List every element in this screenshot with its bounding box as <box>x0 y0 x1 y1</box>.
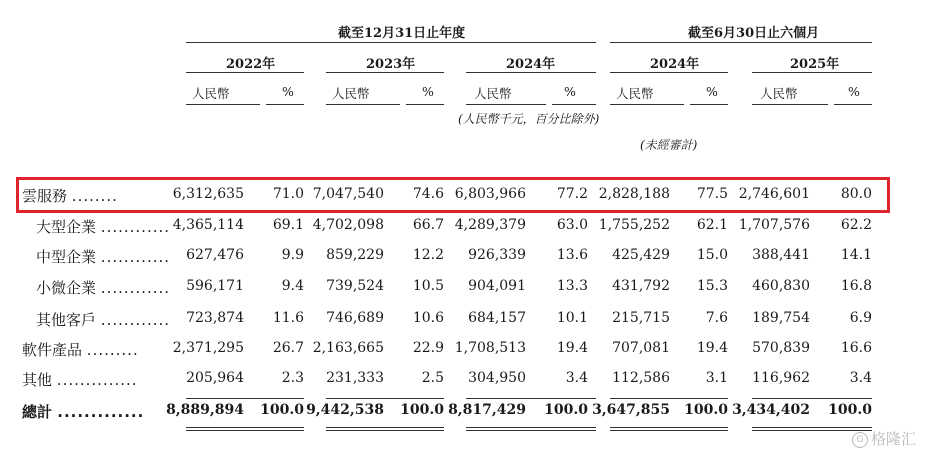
amount-cell: 8,817,429 <box>448 402 526 418</box>
amount-cell: 3,434,402 <box>732 402 810 418</box>
double-underline <box>466 427 596 431</box>
divider <box>326 104 400 105</box>
amount-cell: 116,962 <box>752 370 810 386</box>
year-header: 2023年 <box>366 57 416 72</box>
divider <box>186 398 304 399</box>
percent-cell: 7.6 <box>705 310 728 326</box>
leader-dots: ............ <box>100 218 171 236</box>
amount-cell: 4,365,114 <box>172 217 244 233</box>
amount-cell: 6,312,635 <box>172 186 244 202</box>
amount-cell: 707,081 <box>612 340 670 356</box>
amount-cell: 723,874 <box>186 310 244 326</box>
amount-cell: 904,091 <box>468 278 526 294</box>
divider <box>326 72 444 73</box>
percent-cell: 15.3 <box>696 278 728 294</box>
amount-cell: 596,171 <box>186 278 244 294</box>
percent-cell: 100.0 <box>400 402 444 418</box>
divider <box>186 72 304 73</box>
divider <box>834 104 872 105</box>
divider <box>406 104 444 105</box>
amount-cell: 2,828,188 <box>598 186 670 202</box>
percent-cell: 74.6 <box>412 186 444 202</box>
percent-cell: 26.7 <box>272 340 304 356</box>
row-label <box>22 401 144 422</box>
divider <box>186 104 260 105</box>
percent-cell: 10.5 <box>412 278 444 294</box>
amount-cell: 189,754 <box>752 310 810 326</box>
group-title-annual: 截至12月31日止年度 <box>338 26 466 41</box>
percent-cell: 63.0 <box>556 217 588 233</box>
percent-cell: 12.2 <box>412 247 444 263</box>
amount-cell: 1,708,513 <box>454 340 526 356</box>
pct-header: % <box>848 84 860 99</box>
year-header: 2024年 <box>650 57 700 72</box>
row-label-text: 軟件產品 <box>22 341 83 359</box>
row-label-text: 中型企業 <box>36 248 97 266</box>
divider <box>552 104 596 105</box>
percent-cell: 16.6 <box>840 340 872 356</box>
divider <box>690 104 728 105</box>
divider <box>266 104 304 105</box>
group-title-interim: 截至6月30日止六個月 <box>688 26 820 41</box>
amount-cell: 926,339 <box>468 247 526 263</box>
pct-header: % <box>564 84 576 99</box>
leader-dots: ............ <box>100 248 171 266</box>
percent-cell: 66.7 <box>412 217 444 233</box>
percent-cell: 3.4 <box>565 370 588 386</box>
amount-cell: 4,289,379 <box>454 217 526 233</box>
divider <box>610 42 872 43</box>
leader-dots: ............ <box>100 279 171 297</box>
pct-header: % <box>706 84 718 99</box>
percent-cell: 10.1 <box>556 310 588 326</box>
percent-cell: 10.6 <box>412 310 444 326</box>
amount-cell: 425,429 <box>612 247 670 263</box>
percent-cell: 62.1 <box>696 217 728 233</box>
row-label-text: 小微企業 <box>36 279 97 297</box>
row-label-text: 總計 <box>22 403 53 421</box>
pct-header: % <box>422 84 434 99</box>
percent-cell: 100.0 <box>544 402 588 418</box>
amount-cell: 231,333 <box>326 370 384 386</box>
double-underline <box>186 427 304 431</box>
year-header: 2024年 <box>506 57 556 72</box>
percent-cell: 2.5 <box>421 370 444 386</box>
percent-cell: 13.6 <box>556 247 588 263</box>
amount-cell: 8,889,894 <box>166 402 244 418</box>
divider <box>186 42 596 43</box>
percent-cell: 3.1 <box>705 370 728 386</box>
leader-dots: ........ <box>71 187 118 205</box>
divider <box>326 398 444 399</box>
amount-cell: 1,707,576 <box>738 217 810 233</box>
amount-cell: 388,441 <box>752 247 810 263</box>
year-header: 2025年 <box>790 57 840 72</box>
percent-cell: 11.6 <box>272 310 304 326</box>
percent-cell: 80.0 <box>840 186 872 202</box>
amount-cell: 6,803,966 <box>454 186 526 202</box>
divider <box>466 72 596 73</box>
watermark-text: 格隆汇 <box>871 430 917 448</box>
currency-header: 人民幣 <box>332 86 370 101</box>
amount-cell: 205,964 <box>186 370 244 386</box>
amount-cell: 9,442,538 <box>306 402 384 418</box>
percent-cell: 3.4 <box>849 370 872 386</box>
amount-cell: 4,702,098 <box>312 217 384 233</box>
percent-cell: 15.0 <box>696 247 728 263</box>
double-underline <box>326 427 444 431</box>
amount-cell: 431,792 <box>612 278 670 294</box>
percent-cell: 9.4 <box>281 278 304 294</box>
percent-cell: 16.8 <box>840 278 872 294</box>
leader-dots: ............ <box>100 311 171 329</box>
amount-cell: 2,163,665 <box>312 340 384 356</box>
leader-dots: ............. <box>57 403 145 421</box>
divider <box>610 398 728 399</box>
percent-cell: 69.1 <box>272 217 304 233</box>
percent-cell: 2.3 <box>281 370 304 386</box>
row-label-text: 其他 <box>22 371 53 389</box>
currency-header: 人民幣 <box>474 86 512 101</box>
amount-cell: 112,586 <box>612 370 670 386</box>
row-label-text: 大型企業 <box>36 218 97 236</box>
amount-cell: 739,524 <box>326 278 384 294</box>
amount-cell: 3,647,855 <box>592 402 670 418</box>
percent-cell: 13.3 <box>556 278 588 294</box>
unaudited-note: (未經審計) <box>640 138 698 152</box>
currency-header: 人民幣 <box>760 86 798 101</box>
row-label <box>22 185 118 206</box>
pct-header: % <box>282 84 294 99</box>
percent-cell: 19.4 <box>696 340 728 356</box>
leader-dots: ......... <box>86 341 139 359</box>
currency-header: 人民幣 <box>192 86 230 101</box>
row-label <box>22 369 138 390</box>
amount-cell: 570,839 <box>752 340 810 356</box>
amount-cell: 1,755,252 <box>598 217 670 233</box>
row-label-text: 其他客戶 <box>36 311 97 329</box>
double-underline <box>610 427 728 431</box>
amount-cell: 7,047,540 <box>312 186 384 202</box>
row-label <box>22 339 139 360</box>
percent-cell: 19.4 <box>556 340 588 356</box>
amount-cell: 304,950 <box>468 370 526 386</box>
amount-cell: 2,371,295 <box>172 340 244 356</box>
percent-cell: 22.9 <box>412 340 444 356</box>
percent-cell: 62.2 <box>840 217 872 233</box>
percent-cell: 71.0 <box>272 186 304 202</box>
amount-cell: 460,830 <box>752 278 810 294</box>
percent-cell: 14.1 <box>840 247 872 263</box>
year-header: 2022年 <box>226 57 276 72</box>
row-label-text: 雲服務 <box>22 187 68 205</box>
divider <box>610 104 684 105</box>
divider <box>466 398 596 399</box>
watermark <box>852 428 916 449</box>
percent-cell: 77.2 <box>556 186 588 202</box>
percent-cell: 100.0 <box>684 402 728 418</box>
currency-header: 人民幣 <box>616 86 654 101</box>
leader-dots: .............. <box>56 371 138 389</box>
percent-cell: 9.9 <box>281 247 304 263</box>
amount-cell: 859,229 <box>326 247 384 263</box>
unit-note: (人民幣千元，百分比除外) <box>458 112 600 126</box>
percent-cell: 100.0 <box>260 402 304 418</box>
percent-cell: 6.9 <box>849 310 872 326</box>
percent-cell: 100.0 <box>828 402 872 418</box>
amount-cell: 627,476 <box>186 247 244 263</box>
percent-cell: 77.5 <box>696 186 728 202</box>
divider <box>752 104 828 105</box>
divider <box>752 398 872 399</box>
divider <box>752 72 872 73</box>
divider <box>610 72 728 73</box>
amount-cell: 2,746,601 <box>738 186 810 202</box>
divider <box>466 104 546 105</box>
amount-cell: 215,715 <box>612 310 670 326</box>
amount-cell: 684,157 <box>468 310 526 326</box>
amount-cell: 746,689 <box>326 310 384 326</box>
watermark-logo-icon: G <box>852 432 868 448</box>
